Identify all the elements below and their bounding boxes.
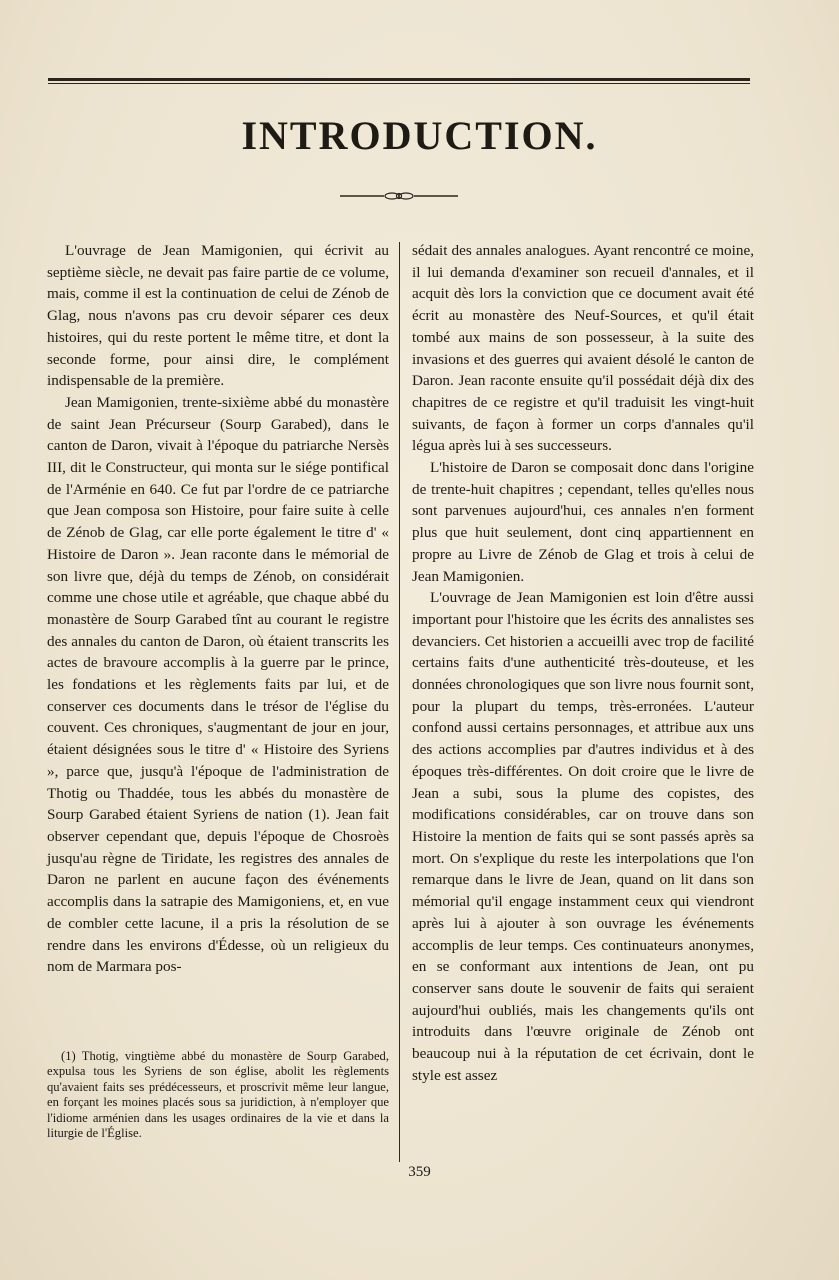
paragraph: L'ouvrage de Jean Mamigonien, qui écrivit au septième siècle, ne devait pas faire partie de ce volume, mais, comme il est la continuation de celui de Zénob de Glag, nous n'avons pas cru devoir séparer ces deux histoires, qui du reste portent le même titre, et dont la seconde forme, pour ainsi dire, le complément indispensable de la première. [47, 242, 389, 390]
footnote-text: (1) Thotig, vingtième abbé du monastère de Sourp Garabed, expulsa tous les Syriens de son église, abolit les règlements qu'avaient faits ses prédécesseurs, et proscrivit même leur langue, en forçant les moines placés sous sa juridiction, à n'employer que l'idiome arménien dans les usages ordinaires de la vie et dans la liturgie de l'Église. [47, 1049, 389, 1141]
chapter-title: INTRODUCTION. [241, 113, 598, 158]
right-column [412, 240, 754, 1086]
top-rule [48, 78, 750, 81]
footnote [47, 1049, 389, 1141]
paragraph: L'ouvrage de Jean Mamigonien est loin d'être aussi important pour l'histoire que les écrits des annalistes ses devanciers. Cet historien a accueilli avec trop de facilité certains faits d'une authenticité très-douteuse, et les données chronologiques que son livre nous fournit sont, pour la plupart du temps, très-erronées. L'auteur confond aussi certains personnages, et attribue aux uns des actions accomplies par d'autres individus et à des époques très-différentes. On doit croire que le livre de Jean a subi, sous la plume des copistes, des modifications considérables, car on trouve dans son Histoire la mention de faits qui se sont passés après sa mort. On s'explique du reste les interpolations que l'on remarque dans le livre de Jean, quand on lit dans son mémorial qu'il engage instamment ceux qui viendront après lui à ajouter à son ouvrage les événements accomplis de leur temps. Ces continuateurs anonymes, en se conformant aux intentions de Jean, ont pu conserver sans doute le souvenir de faits qui seraient aujourd'hui oubliés, mais les changements qu'ils ont introduits dans l'œuvre originale de Zénob ont beaucoup nui à la réputation de cet écrivain, dont le style est assez [412, 589, 754, 1084]
paragraph: Jean Mamigonien, trente-sixième abbé du monastère de saint Jean Précurseur (Sourp Garabed), dans le canton de Daron, vivait à l'époque du patriarche Nersès III, dit le Constructeur, qui monta sur le siége pontifical de l'Arménie en 640. Ce fut par l'ordre de ce patriarche que Jean composa son Histoire, pour faire suite à celle de Zénob de Glag, car elle porte également le titre d' « Histoire de Daron ». Jean raconte dans le mémorial de son livre que, déjà du temps de Zénob, on considérait comme une chose utile et agréable, que chaque abbé du monastère de Sourp Garabed tînt au courant le registre des annales du canton de Daron, où étaient transcrits les actes de bravoure accomplis à la guerre par le prince, les fondations et les règlements faits par lui, et de conserver ces documents dans le trésor de l'église du couvent. Ces chroniques, s'augmentant de jour en jour, étaient désignées sous le titre d' « Histoire des Syriens », parce que, jusqu'à l'époque de l'administration de Thotig ou Thaddée, tous les abbés du monastère de Sourp Garabed étaient Syriens de nation (1). Jean fait observer cependant que, depuis l'époque de Chosroès jusqu'au règne de Tiridate, les registres des annales de Daron ne parlent en aucune façon des événements accomplis dans la satrapie des Mamigoniens, et, en vue de combler cette lacune, il a pris la résolution de se rendre dans les environs d'Édesse, où un religieux du nom de Marmara pos- [47, 393, 389, 976]
paragraph-continuation: sédait des annales analogues. Ayant rencontré ce moine, il lui demanda d'examiner son recueil d'annales, et il acquit dès lors la conviction que ce document avait été écrit au monastère des Neuf-Sources, et qu'il était tombé aux mains de son possesseur, à la suite des invasions et des guerres qui avaient désolé le canton de Daron. Jean raconte ensuite qu'il possédait déjà dix des chapitres de ce registre et qu'il traduisit les vingt-huit suivants, de façon à former un corps d'annales qu'il légua après lui à ses successeurs. [412, 242, 754, 455]
left-column [47, 240, 389, 978]
paragraph: L'histoire de Daron se composait donc dans l'origine de trente-huit chapitres ; cependant, telles qu'elles nous sont parvenues aujourd'hui, ces annales n'en forment plus que huit seulement, dont cinq appartiennent en propre au Livre de Zénob de Glag et trois à celui de Jean Mamigonien. [412, 459, 754, 585]
page-number: 359 [408, 1164, 431, 1180]
column-divider [399, 242, 400, 1162]
ornament-divider [340, 191, 458, 201]
top-rule-thin [48, 83, 750, 84]
